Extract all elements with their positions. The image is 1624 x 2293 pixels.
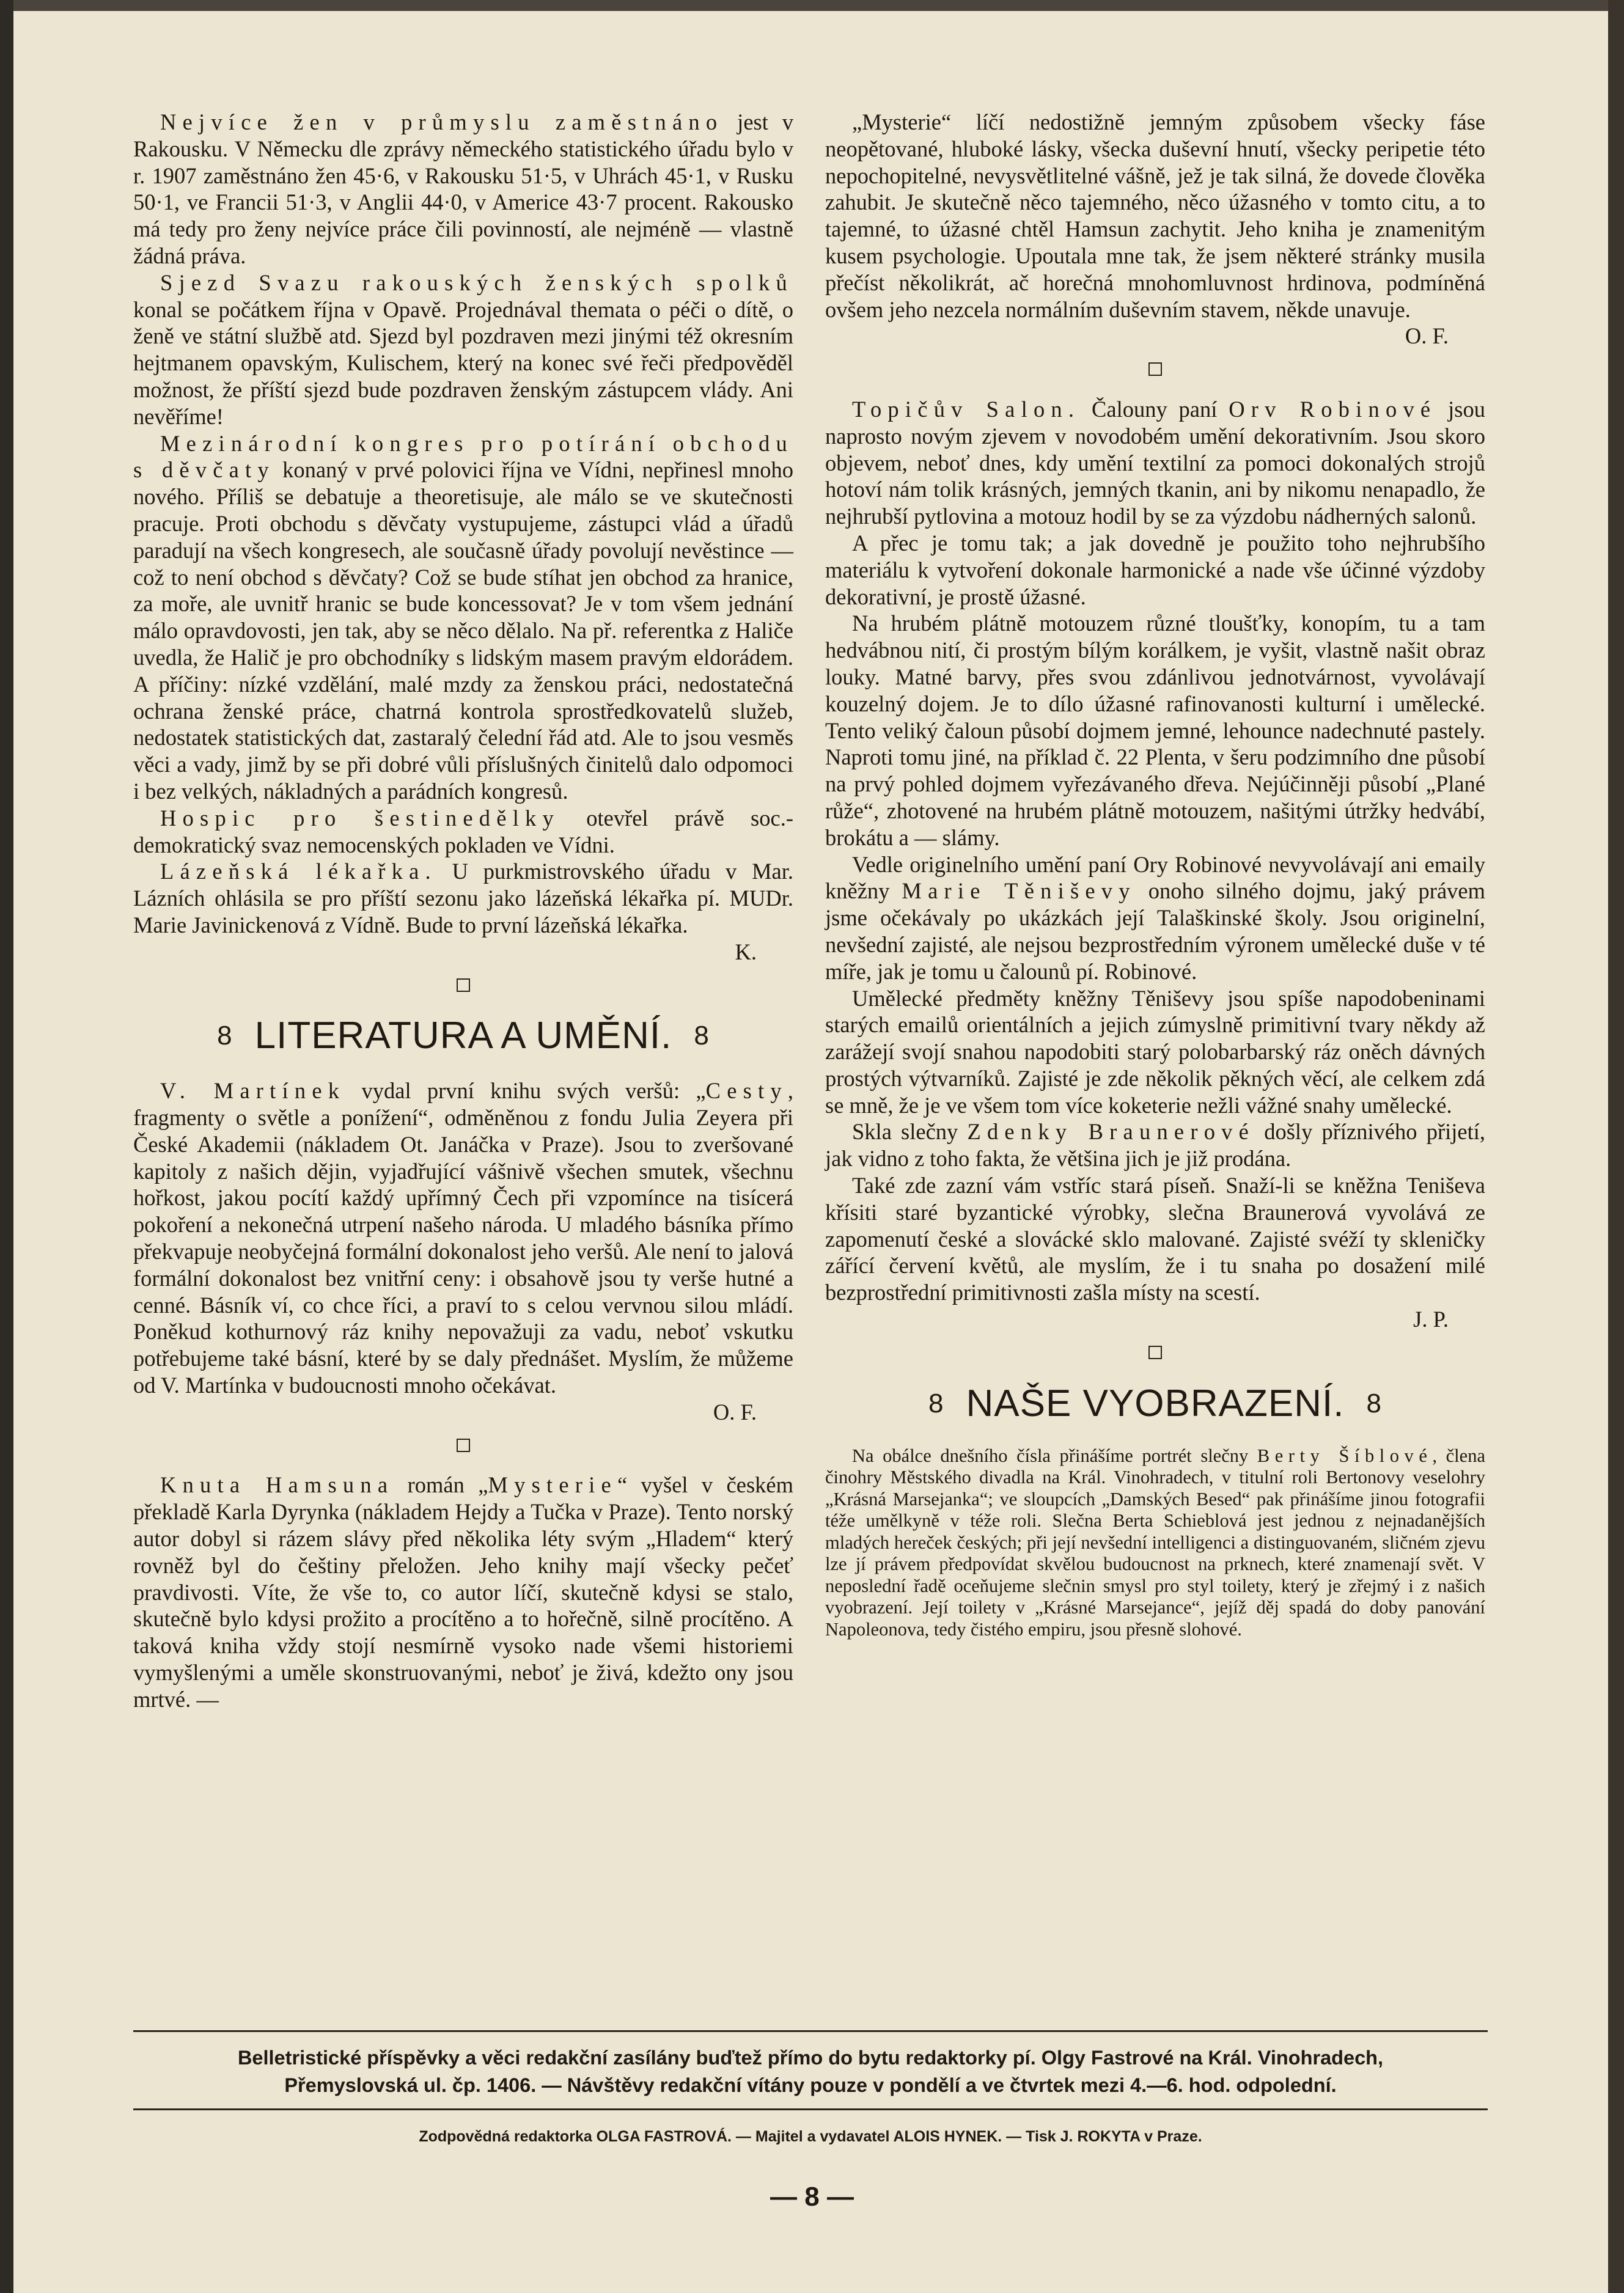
review-hamsun-continued: „Mysterie“ líčí nedostižně jemným způsobem všecky fáse neopětované, hluboké lásky, všecka duševní hnutí, všecky peripetie této nepochopitelné, nevysvětlitelné vášně, jež je tak silná, že dovede člověka zahubit. Je skutečně něco tajemného, něco úžasného v tomto citu, a to tajemné, to úžasné chtěl Hamsun zachytit. Jeho kniha je znamenitým kusem psychologie. Upoutala mne tak, že jsem některé stránky musila přečíst několikrát, ač horečná mnohomluvnost hrdinova, podmíněná ovšem jeho nezcela normálním duševním stavem, někde unavuje. O. F. [825,109,1485,349]
heading-ornament-icon: 8 [1366,1388,1382,1418]
heading-ornament-icon: 8 [928,1388,944,1418]
review-martinek: V. Martínek vydal první knihu svých veršů: „Cesty, fragmenty o světle a ponížení“, odměněnou z fondu Julia Zeyera při České Akademii (nákladem Ot. Janáčka v Praze). Jsou to zveršované kapitoly z našich dějin, vyjadřující vášnivě všechen smutek, všechnu hořkost, jakou pocítí každý upřímný Čech při vzpomínce na tisícerá pokoření a nekonečná utrpení našeho národa. U mladého básníka přímo překvapuje neobyčejná formální dokonalost jeho veršů. Ale není to jalová formální dokonalost bez vnitřní ceny: i obsahově jsou ty verše hutné a cenné. Básník ví, co chce říci, a praví to s celou vervnou silou mládí. Poněkud kothurnový ráz knihy nepovažuji za vadu, neboť vskutku potřebujeme také básní, které by se daly přednášet. Myslím, že můžeme od V. Martínka v budoucnosti mnoho očekávat. O. F. [133,1078,793,1425]
section-heading-literatura: 8 LITERATURA A UMĚNÍ. 8 [133,1011,793,1060]
article-topic-salon: Topičův Salon. Čalouny paní Orv Robinové jsou naprosto novým zjevem v novodobém umění dekorativním. Jsou skoro objevem, neboť dnes, kdy umění textilní za pomoci dokonalých strojů hotoví nám tolik krásných, jemných tkanin, ani by nikomu nenapadlo, že nejhrubší pytlovina a motouz hodil by se za výzdobu nádherných salonů. [825,396,1486,529]
section-ornament [133,1433,793,1460]
article-congress-opava: Sjezd Svazu rakouských ženských spolků konal se počátkem října v Opavě. Projednával themata o péči o dítě, o ženě ve státní službě atd. Sjezd byl pozdraven mezi jinými též okresním hejtmanem opavským, Kulischem, který na konec své řeči předpověděl možnost, že příští sjezd bude pozdraven ženským zástupcem vlády. Ani nevěříme! [133,270,793,429]
paragraph: Na hrubém plátně motouzem různé tloušťky, konopím, tu a tam hedvábnou nití, či prostým bílým korálkem, je vyšit, vlastně našit obraz louky. Matné barvy, přes svou zdánlivou jednotvárnost, vyvolávají kouzelný dojem. Je to dílo úžasné rafinovanosti kulturní i umělecké. Tento veliký čaloun působí dojmem jemné, lehounce nadechnuté pastely. Naproti tomu jiné, na příklad č. 22 Plenta, v šeru podzimního dne působí na prvý pohled dojmem vyřezávaného dřeva. Nejúčinněji působí „Plané růže“, zhotovené na hrubém plátně motouzem, našitými útržky hedvábí, brokátu a — slámy. [825,611,1485,850]
article-women-industry: Nejvíce žen v průmyslu zaměstnáno jest v Rakousku. V Německu dle zprávy německého statistického úřadu bylo v r. 1907 zaměstnáno žen 45·6, v Rakousku 51·5, v Uhrách 45·1, v Rusku 50·1, ve Francii 51·3, v Anglii 44·0, v Americe 43·7 procent. Rakousko má tedy pro ženy nejvíce práce čili povinností, ale nejméně — vlastně žádná práva. [133,109,793,268]
page-left-edge [0,0,13,2293]
left-column [133,109,793,1713]
section-ornament [825,1340,1485,1367]
page-number: — 8 — [770,2182,854,2212]
page-top-edge [0,0,1624,11]
author-signature: K. [735,939,757,964]
paragraph: Skla slečny Zdenky Braunerové došly příznivého přijetí, jak vidno z toho fakta, že většina jich je již prodána. [825,1119,1485,1172]
author-signature: O. F. [713,1399,757,1425]
section-ornament [825,357,1485,384]
heading-ornament-icon: 8 [217,1021,233,1051]
paragraph: Také zde zazní vám vstříc stará píseň. Snaží-li se kněžna Teniševa křísiti staré byzantické výrobky, slečna Braunerová vyvolává ze zapomenutí české a slovácké sklo malované. Zajisté svéží ty skleničky zářící červení květů, ale myslím, že i tu snaha po dosažení milé bezprostřední primitivnosti zašla místy na scestí. J. P. [825,1173,1485,1332]
editorial-notice: Belletristické příspěvky a věci redakční zasílány buďtež přímo do bytu redaktorky pí. Olgy Fastrové na Král. Vinohradech, Přemyslovská ul. čp. 1406. — Návštěvy redakční vítány pouze v pondělí a ve čtvrtek mezi 4.—6. hod. odpolední. [237,2047,1384,2096]
article-trafficking-congress: Mezinárodní kongres pro potírání obchodu s děvčaty konaný v prvé polovici října ve Vídni, nepřinesl mnoho nového. Příliš se debatuje a theoretisuje, ale málo se ve skutečnosti pracuje. Proti obchodu s děvčaty vystupujeme, zástupci vlád a úřadů paradují na všech kongresech, ale současně úřady povolují nevěstince — což to není obchod s děvčaty? Což se bude stíhat jen obchod za hranice, za moře, ale uvnitř hranic se bude koncessovat? Je v tom všem jednání málo opravdovosti, jen tak, aby se něco dělalo. Na př. referentka z Haliče uvedla, že Halič je pro obchodníky s lidským masem pravým eldorádem. A příčiny: nízké vzdělání, malé mzdy za ženskou práci, nedostatečná ochrana ženské práce, chatrná kontrola sprostředkovatelů služeb, nedostatek statistických dat, zastaralý čelední řád atd. Ale to jsou vesměs věci a vady, jimž by se při dobré vůli příslušných činitelů dalo odpomoci i bez velkých, nákladných a parádních kongresů. [133,430,793,804]
section-heading-vyobrazeni: 8 NAŠE VYOBRAZENÍ. 8 [825,1379,1485,1428]
right-column [825,109,1485,1640]
review-hamsun: Knuta Hamsuna román „Mysterie“ vyšel v českém překladě Karla Dyrynka (nákladem Hejdy a Tučka v Praze). Tento norský autor dobyl si rázem slávy před několika léty svým „Hladem“ který rovněž byl do češtiny přeložen. Jeho knihy mají všecky pečeť pravdivosti. Víte, že vše to, co autor líčí, skutečně kdysi se stalo, skutečně bylo kdysi prožito a procítěno a to hořečně, silně procítěno. A taková kniha vždy stojí nesmírně vysoko nade všemi historiemi vymyšlenými a uměle skonstruovanými, neboť je živá, kdežto ony jsou mrtvé. — [133,1472,793,1712]
article-hospice: Hospic pro šestinedělky otevřel právě soc.-demokratický svaz nemocenských pokladen ve Vídni. [133,805,793,857]
author-signature: O. F. [1405,323,1449,349]
paragraph: Umělecké předměty kněžny Těniševy jsou spíše napodobeninami starých emailů orientálních a jejich zúmyslně primitivní tvary někdy až zarážejí svojí snahou napodobiti starý polobarbarský ráz oněch dávných prostých výtvarníků. Zajisté je zde několik pěkných věcí, ale celkem zdá se mně, že je ve všem tom více koketerie nežli vážné snahy umělecké. [825,985,1485,1118]
article-spa-doctor: Lázeňská lékařka. U purkmistrovského úřadu v Mar. Lázních ohlásila se pro příští sezonu jako lázeňská lékařka pí. MUDr. Marie Javinickenová z Vídně. Bude to první lázeňská lékařka. K. [133,859,793,964]
paragraph: Vedle originelního umění paní Ory Robinové nevyvolávají ani emaily kněžny Marie Těniševy onoho silného dojmu, jaký právem jsme očekávaly po ukázkách její Talaškinské školy. Jsou originelní, nevšední zajisté, ale nejsou bezprostředním výronem umělecké duše v té míře, jak je tomu u čalounů pí. Robinové. [825,851,1485,984]
heading-ornament-icon: 8 [694,1021,710,1051]
paragraph: A přec je tomu tak; a jak dovedně je použito toho nejhrubšího materiálu k vytvoření dokonale harmonické a nade vše účinné výzdoby dekorativní, je prostě úžasné. [825,530,1485,609]
section-ornament [133,973,793,1000]
article-illustrations: Na obálce dnešního čísla přinášíme portrét slečny Berty Šíblové, člena činohry Městského divadla na Král. Vinohradech, v titulní roli Bertonovy veselohry „Krásná Marsejanka“; ve sloupcích „Damských Besed“ pak přinášíme jinou fotografii téže umělkyně v téže roli. Slečna Berta Schieblová jest jednou z nejnadanějších mladých hereček českých; při její nevšední intelligenci a distinguovaném, sličném zjevu lze jí právem předpovídat skvělou budoucnost na prknech, které znamenají svět. V neposlední řadě oceňujeme slečnin smysl pro styl toilety, který je zřejmý i z našich vyobrazení. Její toilety v „Krásné Marsejance“, jejíž děj spadá do doby panování Napoleonova, tedy čistého empiru, jsou přesně slohové. [825,1445,1485,1640]
footer-rule [133,2030,1488,2032]
imprint: Zodpovědná redaktorka OLGA FASTROVÁ. — Majitel a vydavatel ALOIS HYNEK. — Tisk J. ROKYTA v Praze. [419,2128,1202,2145]
page-right-edge [1608,0,1624,2293]
author-signature: J. P. [1413,1307,1449,1332]
footer-rule [133,2108,1488,2110]
